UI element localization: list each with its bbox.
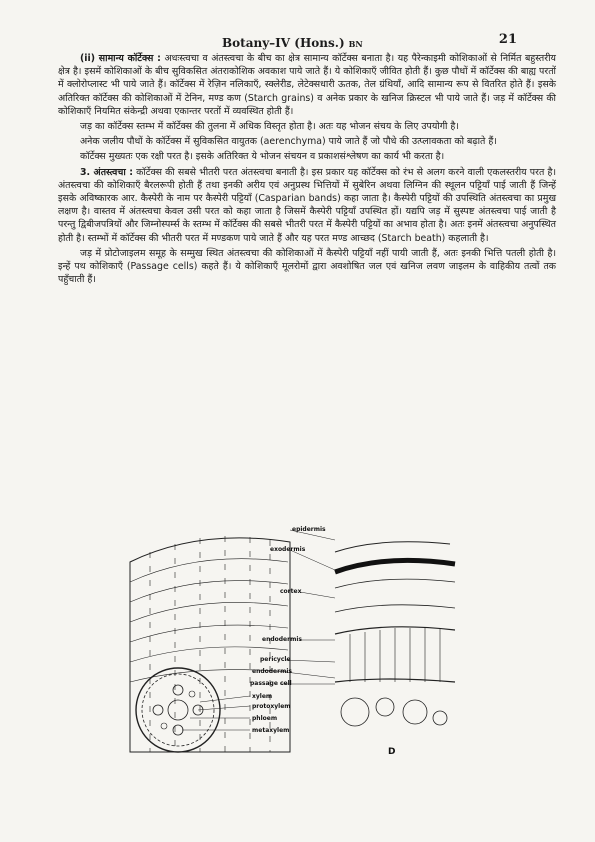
page-number: 21 <box>498 32 517 47</box>
body-text <box>58 52 556 288</box>
label-epidermis: epidermis <box>292 526 326 533</box>
paragraph-text: कॉर्टेक्स मुख्यतः एक रक्षी परत है। इसके अतिरिक्त ये भोजन संचयन व प्रकाशसंश्लेषण का कार्य भी करता है। <box>80 151 445 163</box>
label-metaxylem: metaxylem <box>252 727 290 734</box>
paragraph-text: अधःस्त्वचा व अंतस्त्वचा के बीच का क्षेत्र सामान्य कॉर्टेक्स बनाता है। यह पैरेन्काइमी कोशिकाओं से निर्मित बहुस्तरीय क्षेत्र है। इसमें कोशिकाओं के बीच सुविकसित अंतराकोशिक अवकाश पाये जाते हैं। ये कोशिकाएँ जीवित होती हैं। कुछ पौधों में कॉर्टेक्स की बाह्य परतों में क्लोरोप्लास्ट भी पाये जाते हैं। कॉर्टेक्स में रेज़िन नलिकाएँ, स्क्लेरीड, लेटेक्सधारी ऊतक, तेल ग्रंथियाँ, आदि सामान्य रूप से वितरित होते हैं। इसके अतिरिक्त कॉर्टेक्स की कोशिकाओं में टेनिन, मण्ड कण (Starch grains) व अनेक प्रकार के खनिज क्रिस्टल भी पाये जाते हैं। जड़ में कॉर्टेक्स की कोशिकाएँ नियमित संकेन्द्री अथवा एकान्तर परतों में व्यवस्थित होती हैं। <box>58 53 556 117</box>
paragraph <box>58 135 556 148</box>
label-endodermis: endodermis <box>262 636 302 643</box>
label-endodermis-2: endodermis <box>252 668 292 675</box>
paragraph <box>58 52 556 118</box>
paragraph <box>58 150 556 163</box>
paragraph-text: कॉर्टेक्स की सबसे भीतरी परत अंतस्त्वचा बनाती है। इस प्रकार यह कॉर्टेक्स को रंभ से अलग करने वाली एकलस्तरीय परत है। अंतस्त्वचा की कोशिकाएँ बैरलरूपी होती हैं तथा इनकी अरीय एवं अनुप्रस्थ भित्तियों में सुबेरिन अथवा लिग्निन की स्थूलन पट्टियाँ पाई जाती हैं जिन्हें इसके अविष्कारक आर. कैस्पेरी के नाम पर कैस्पेरी पट्टियाँ (Casparian bands) कहा जाता है। कैस्पेरी पट्टियों की उपस्थिति अंतस्त्वचा का प्रमुख लक्षण है। वास्तव में अंतस्त्वचा केवल उसी परत को कहा जाता है जिसमें कैस्पेरी पट्टियाँ उपस्थित हों। यद्यपि जड़ में सुस्पष्ट अंतस्त्वचा पाई जाती है परन्तु द्विबीजपत्रियों और जिम्नोस्पर्म्स के स्तम्भ में कॉर्टेक्स की सबसे भीतरी परत में कैस्पेरी पट्टियों का अभाव होता है। अतः इनमें अंतस्त्वचा अनुपस्थित होती है। स्तम्भों में कॉर्टेक्स की भीतरी परत में मण्डकण पाये जाते हैं और यह परत मण्ड आच्छद (Starch beath) कहलाती है। <box>58 166 557 244</box>
paragraph <box>58 166 556 245</box>
paragraph-text: जड़ का कॉर्टेक्स स्तम्भ में कॉर्टेक्स की तुलना में अधिक विस्तृत होता है। अतः यह भोजन संचय के लिए उपयोगी है। <box>80 121 459 133</box>
panel-letter: D <box>388 747 396 757</box>
label-pericycle: pericycle <box>260 656 291 663</box>
paragraph-lead: 3. अंतस्त्वचा : <box>80 166 133 178</box>
label-phloem: phloem <box>252 715 278 722</box>
tissue-detail <box>335 542 455 726</box>
root-anatomy-drawing <box>120 522 480 762</box>
running-title-suffix: BN <box>348 39 363 49</box>
label-exodermis: exodermis <box>270 546 306 553</box>
paragraph-text: अनेक जलीय पौधों के कॉर्टेक्स में सुविकसित वायुतक (aerenchyma) पाये जाते हैं जो पौधे की उत्प्लावकता को बढ़ाते हैं। <box>80 136 497 148</box>
running-title <box>222 36 363 50</box>
paragraph-lead: (ii) सामान्य कॉर्टेक्स : <box>80 53 161 64</box>
label-protoxylem: protoxylem <box>252 703 291 710</box>
paragraph <box>58 120 556 133</box>
label-cortex: cortex <box>280 588 302 595</box>
stele <box>136 668 220 752</box>
page-header <box>0 30 595 54</box>
label-xylem: xylem <box>252 693 273 700</box>
label-passage-cell: passage cell <box>250 680 292 687</box>
paragraph <box>58 247 556 287</box>
paragraph-text: जड़ में प्रोटोजाइलम समूह के सम्मुख स्थित अंतस्त्वचा की कोशिकाओं में कैस्पेरी पट्टियाँ नहीं पायी जाती हैं, अतः इनकी भित्ति पतली होती है। इन्हें पथ कोशिकाएँ (Passage cells) कहते हैं। ये कोशिकाएँ मूलरोमों द्वारा अवशोषित जल एवं खनिज लवण जाइलम के वाहिकीय तत्वों तक पहुँचाती हैं। <box>58 247 556 286</box>
leader-lines <box>182 530 335 730</box>
root-anatomy-figure <box>120 522 480 762</box>
running-title-text: Botany–IV (Hons.) <box>222 36 345 50</box>
